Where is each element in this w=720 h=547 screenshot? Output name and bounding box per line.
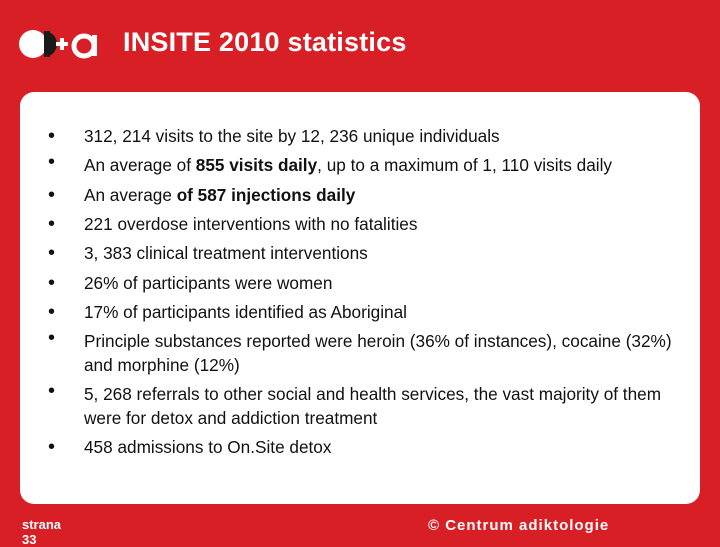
bullet-icon: • — [48, 242, 56, 265]
content-panel — [20, 92, 700, 504]
bullet-icon: • — [48, 151, 56, 174]
bullet-icon: • — [48, 327, 56, 350]
page-number: 33 — [22, 532, 37, 547]
bullet-icon: • — [48, 300, 56, 323]
list-item: • An average of 855 visits daily, up to a maximum of 1, 110 visits daily — [48, 151, 613, 176]
page-label: strana — [22, 517, 62, 532]
list-item: • 3, 383 clinical treatment interventions — [20, 239, 700, 268]
bullet-icon: • — [48, 436, 56, 459]
slide-title: INSITE 2010 statistics — [123, 27, 407, 57]
bullet-icon: • — [48, 213, 56, 236]
bullet-icon: • — [48, 183, 56, 206]
list-item: • 458 admissions to On.Site detox — [20, 433, 700, 462]
bullet-icon: • — [48, 380, 56, 403]
list-item: • 5, 268 referrals to other social and health services, the vast majority of them were for detox and addiction treatment — [48, 380, 662, 428]
bullet-icon: • — [48, 125, 56, 147]
cda-logo-icon — [14, 22, 104, 66]
copyright-text: © Centrum adiktologie — [428, 517, 610, 534]
bullet-icon: • — [48, 271, 56, 294]
list-item: • 312, 214 visits to the site by 12, 236 unique individuals — [20, 122, 700, 151]
page-indicator — [22, 517, 61, 547]
list-item: • 17% of participants identified as Aboriginal — [20, 298, 700, 327]
statistics-list — [20, 122, 700, 463]
list-item: • Principle substances reported were heroin (36% of instances), cocaine (32%) and morphine (12%) — [48, 327, 672, 375]
list-item: • An average of 587 injections daily — [20, 181, 700, 210]
list-item: • 221 overdose interventions with no fatalities — [20, 210, 700, 239]
list-item: • 26% of participants were women — [20, 269, 700, 298]
